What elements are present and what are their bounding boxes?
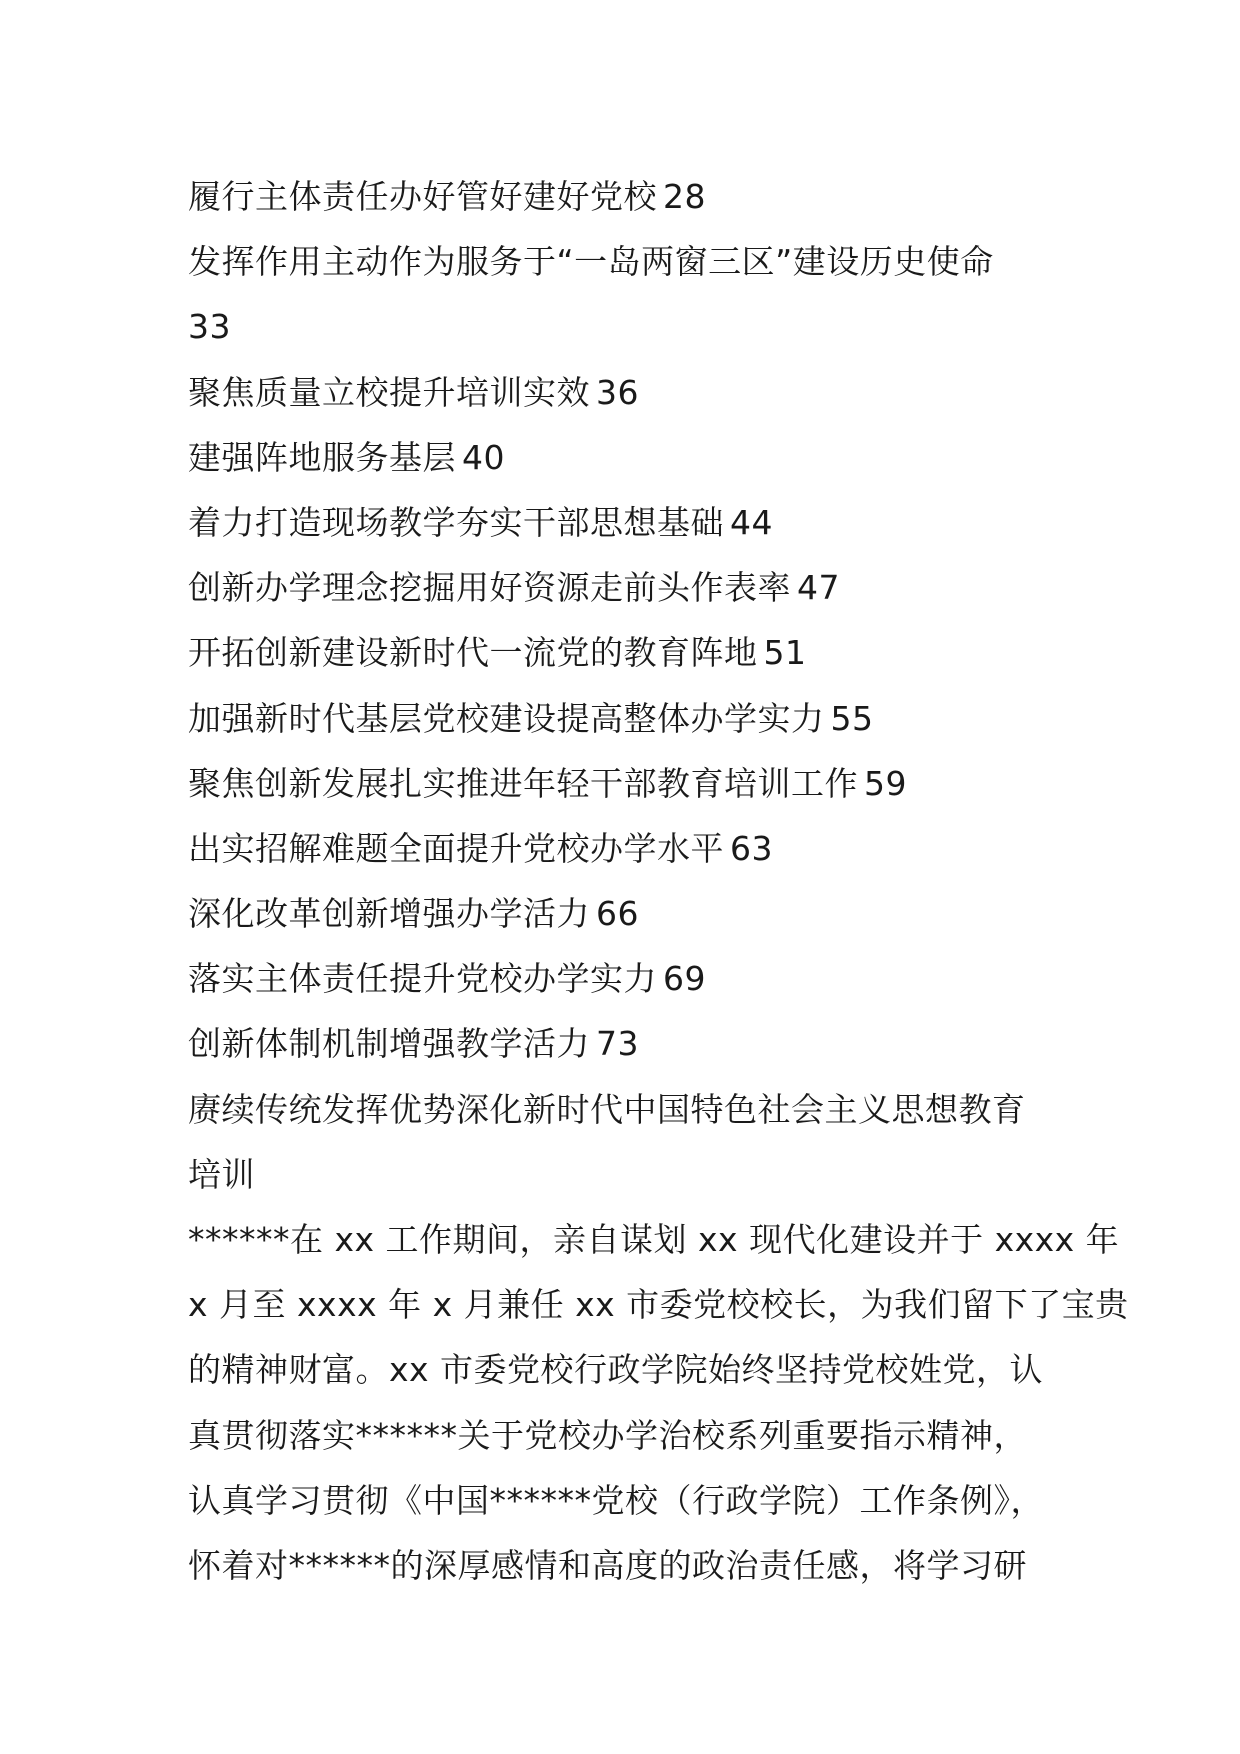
body-text-line: 真贯彻落实******关于党校办学治校系列重要指示精神， <box>188 1415 1027 1455</box>
toc-entry-title: 聚焦创新发展扎实推进年轻干部教育培训工作 <box>188 763 858 803</box>
toc-entry-title: 落实主体责任提升党校办学实力 <box>188 959 657 999</box>
toc-entry-page: 55 <box>830 698 874 738</box>
body-text-line: 的精神财富。xx 市委党校行政学院始终坚持党校姓党，认 <box>188 1350 1044 1390</box>
toc-entry-page: 51 <box>763 633 807 673</box>
body-text-line: x 月至 xxxx 年 x 月兼任 xx 市委党校校长，为我们留下了宝贵 <box>188 1285 1129 1325</box>
toc-entry[interactable] <box>188 1011 1088 1076</box>
toc-entry[interactable] <box>188 425 1088 490</box>
toc-entry-page: 63 <box>730 828 773 868</box>
toc-entry-page: 59 <box>864 763 907 803</box>
toc-entry-title: 深化改革创新增强办学活力 <box>188 894 590 934</box>
toc-entry[interactable] <box>188 360 1088 425</box>
body-text-line: 认真学习贯彻《中国******党校（行政学院）工作条例》， <box>188 1480 1044 1520</box>
toc-entry[interactable] <box>188 881 1088 946</box>
toc-entry-title: 出实招解难题全面提升党校办学水平 <box>188 828 724 868</box>
toc-entry[interactable] <box>188 816 1088 881</box>
toc-entry[interactable] <box>188 686 1088 751</box>
toc-entry[interactable] <box>188 490 1088 555</box>
toc-entry[interactable] <box>188 946 1088 1011</box>
toc-entry[interactable] <box>188 555 1088 620</box>
toc-entry-title: 聚焦质量立校提升培训实效 <box>188 372 590 412</box>
toc-entry-title: 加强新时代基层党校建设提高整体办学实力 <box>188 698 825 738</box>
section-heading-line: 培训 <box>188 1154 255 1194</box>
toc-entry-page: 33 <box>188 307 231 347</box>
toc-entry-page: 36 <box>596 372 639 412</box>
toc-entry-title: 着力打造现场教学夯实干部思想基础 <box>188 502 724 542</box>
body-text-line: ******在 xx 工作期间，亲自谋划 xx 现代化建设并于 xxxx 年 <box>188 1220 1120 1259</box>
toc-entry-title: 创新办学理念挖掘用好资源走前头作表率 <box>188 568 791 608</box>
toc-entry-page: 73 <box>596 1024 639 1064</box>
toc-entry[interactable] <box>188 751 1088 816</box>
toc-entry-page: 40 <box>462 437 505 477</box>
toc-entry-title: 创新体制机制增强教学活力 <box>188 1024 590 1064</box>
toc-entry-title: 开拓创新建设新时代一流党的教育阵地 <box>188 633 758 673</box>
body-text-line: 怀着对******的深厚感情和高度的政治责任感，将学习研 <box>188 1545 1027 1585</box>
section-heading-line: 赓续传统发挥优势深化新时代中国特色社会主义思想教育 <box>188 1089 1026 1129</box>
toc-entry-page: 44 <box>730 502 773 542</box>
toc-entry[interactable] <box>188 164 1088 229</box>
toc-entry[interactable] <box>188 620 1088 685</box>
toc-entry[interactable] <box>188 229 1088 294</box>
toc-entry-title: 建强阵地服务基层 <box>188 437 456 477</box>
toc-entry-page: 47 <box>797 568 840 608</box>
toc-entry-page: 69 <box>663 959 706 999</box>
toc-entry-page: 66 <box>596 894 639 934</box>
toc-entry-title: 履行主体责任办好管好建好党校 <box>188 177 657 216</box>
page-content <box>188 164 1129 1598</box>
toc-entry-page-wrap[interactable] <box>188 294 1088 359</box>
toc-entry-page: 28 <box>663 177 706 216</box>
toc-entry-title: 发挥作用主动作为服务于“一岛两窗三区”建设历史使命 <box>188 242 994 282</box>
